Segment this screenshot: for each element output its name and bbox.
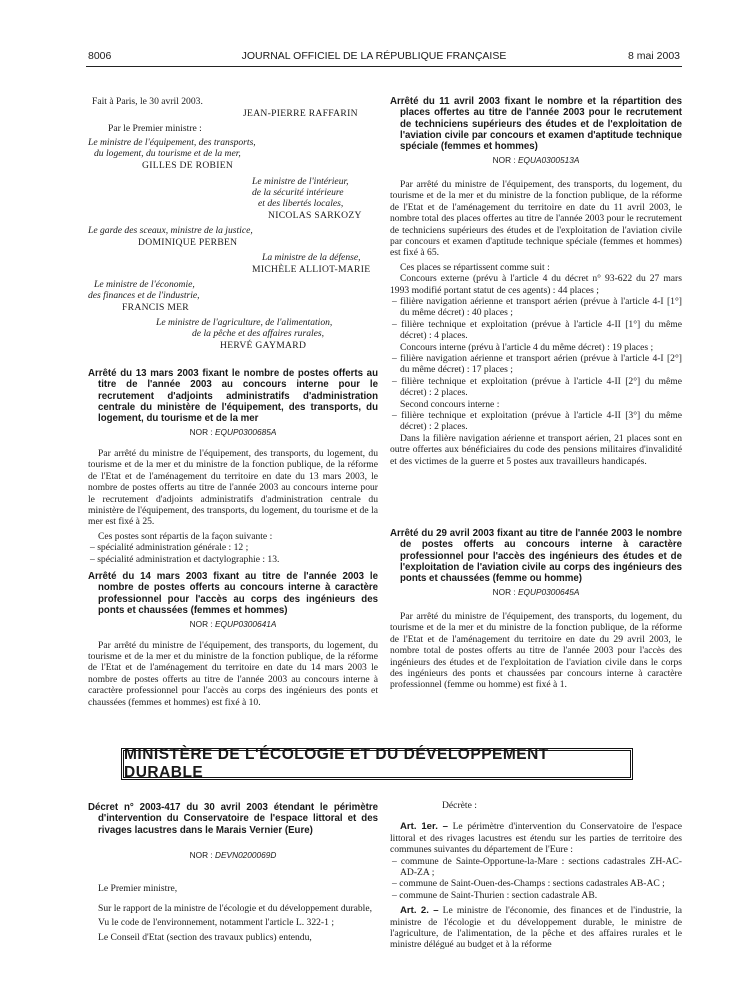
decret-intro — [88, 802, 378, 943]
list-item: – filière navigation aérienne et transport aérien (prévue à l'article 4-I [1°] du même décret) : 40 places ; — [392, 295, 682, 319]
arrete-body: Par arrêté du ministre de l'équipement, des transports, du logement, du tourisme et de la mer et du ministre de la fonction publique, de la réforme de l'Etat et de l'aménagement du territoire en date du 14 mars 2003 le nombre de postes offerts au titre de l'année 2003 au concours interne à caractère professionnel pour l'accès au corps des ingénieurs des ponts et chaussées (femmes et hommes) est fixé à 10. — [88, 639, 378, 708]
place-date: Fait à Paris, le 30 avril 2003. — [92, 96, 203, 107]
list-item: – filière technique et exploitation (prévue à l'article 4-II [1°] du même décret) : 4 places. — [392, 318, 682, 342]
signatory-name: JEAN-PIERRE RAFFARIN — [243, 108, 358, 119]
repartition-intro: Ces postes sont répartis de la façon suivante : — [98, 530, 273, 542]
signatory-title: de la sécurité intérieure — [252, 187, 344, 198]
ministry-heading: MINISTÈRE DE L'ÉCOLOGIE ET DU DÉVELOPPEMENT DURABLE — [124, 746, 549, 781]
nor-reference: NOR : EQUA0300513A — [492, 155, 580, 166]
signatory-title: des finances et de l'industrie, — [88, 290, 200, 301]
header-rule — [86, 66, 682, 67]
signatory-title: Le ministre de l'économie, — [94, 279, 195, 290]
arrete-11-avril — [390, 96, 682, 467]
signatory-title: Le ministre de l'intérieur, — [252, 176, 349, 187]
decrete-label: Décrète : — [442, 800, 477, 811]
arrete-body: Par arrêté du ministre de l'équipement, des transports, du logement, du tourisme et de la mer et du ministre de la fonction publique, de la réforme de l'Etat et de l'aménagement du territoire en date du 29 avril 2003, le nombre total de postes offerts au titre de l'année 2003 pour l'accès des ingénieurs des études et de l'exploitation de l'aviation civile dans le corps des ingénieurs des ponts et chaussées par concours interne à caractère professionnel (femme ou homme) est fixé à 1. — [390, 610, 682, 691]
decret-title: Décret n° 2003-417 du 30 avril 2003 étendant le périmètre d'intervention du Conservatoire de l'espace littoral et des rivages lacustres dans le Marais Vernier (Eure) — [88, 802, 378, 836]
signatory-title: La ministre de la défense, — [262, 252, 361, 263]
signatory-title: de la pêche et des affaires rurales, — [192, 328, 325, 339]
repartition-intro: Ces places se répartissent comme suit : — [400, 261, 550, 273]
concours-externe: Concours externe (prévu à l'article 4 du décret n° 93-622 du 27 mars 1993 modifié portant statut de ces agents) : 44 places ; — [390, 273, 682, 296]
arrete-body: Par arrêté du ministre de l'équipement, des transports, du logement, du tourisme et de la mer et du ministre de la fonction publique, de la réforme de l'Etat et de l'aménagement du territoire en date du 13 mars 2003, le nombre de postes offerts au titre de l'année 2003 au concours interne pour le recrutement d'adjoints administratifs d'administration centrale du ministère de l'équipement, des transports, du logement, du tourisme et de la mer est fixé à 25. — [88, 447, 378, 528]
second-concours: Second concours interne : — [400, 398, 500, 410]
ministry-heading-box — [121, 748, 633, 780]
signatory-title: Le ministre de l'agriculture, de l'alimentation, — [156, 317, 333, 328]
decret-line: Vu le code de l'environnement, notamment l'article L. 322-1 ; — [98, 917, 334, 929]
signatory-title: Le garde des sceaux, ministre de la justice, — [88, 225, 253, 236]
nor-reference: NOR : EQUP0300645A — [492, 587, 580, 598]
signatory-title: Le ministre de l'équipement, des transports, — [88, 137, 256, 148]
journal-title: JOURNAL OFFICIEL DE LA RÉPUBLIQUE FRANÇAISE — [241, 50, 507, 62]
list-item: – filière navigation aérienne et transport aérien (prévue à l'article 4-I [2°] du même décret) : 17 places ; — [392, 352, 682, 376]
signatory-title: et des libertés locales, — [258, 198, 344, 209]
list-item: – spécialité administration générale : 12 ; — [90, 542, 249, 554]
signatory-name: DOMINIQUE PERBEN — [138, 237, 238, 248]
signatory-intro: Par le Premier ministre : — [108, 123, 202, 134]
arrete-title: Arrêté du 13 mars 2003 fixant le nombre de postes offerts au titre de l'année 2003 au concours interne pour le recrutement d'adjoints administratifs d'administration centrale du ministère de l'équipement, des transports, du logement, du tourisme et de la mer — [88, 368, 378, 425]
arrete-title: Arrêté du 11 avril 2003 fixant le nombre et la répartition des places offertes au titre de l'année 2003 pour le recrutement de techniciens supérieurs des études et de l'exploitation de l'aviation civile par concours et examen d'aptitude technique spéciale (femmes et hommes) — [390, 96, 682, 153]
signatory-name: GILLES DE ROBIEN — [142, 160, 234, 171]
article-1: Art. 1er. – Le périmètre d'intervention du Conservatoire de l'espace littoral et des rivages lacustres est étendu sur les parties de territoire des communes suivantes du département de l'Eure : — [390, 821, 682, 856]
arrete-title: Arrêté du 29 avril 2003 fixant au titre de l'année 2003 le nombre de postes offerts au concours interne à caractère professionnel pour l'accès des ingénieurs des études et de l'exploitation de l'aviation civile au corps des ingénieurs des ponts et chaussées (femme ou homme) — [390, 528, 682, 585]
list-item: – commune de Sainte-Opportune-la-Mare : sections cadastrales ZH-AC-AD-ZA ; — [392, 855, 682, 879]
signatory-name: MICHÈLE ALLIOT-MARIE — [252, 264, 371, 275]
signatory-name: HERVÉ GAYMARD — [220, 340, 307, 351]
nor-reference: NOR : EQUP0300641A — [189, 619, 277, 630]
signatory-title: du logement, du tourisme et de la mer, — [94, 148, 241, 159]
list-item: – filière technique et exploitation (prévue à l'article 4-II [3°] du même décret) : 2 places. — [392, 410, 682, 433]
signature-block — [88, 96, 378, 356]
decret-line: Le Conseil d'Etat (section des travaux publics) entendu, — [98, 931, 312, 943]
article-label: Art. 2. – — [400, 905, 439, 917]
article-label: Art. 1er. – — [400, 821, 449, 833]
arrete-14-mars — [88, 571, 378, 708]
arrete-13-mars — [88, 368, 378, 565]
list-item: – commune de Saint-Ouen-des-Champs : sections cadastrales AB-AC ; — [392, 878, 665, 890]
decret-line: Le Premier ministre, — [98, 883, 178, 895]
list-item: – filière technique et exploitation (prévue à l'article 4-II [2°] du même décret) : 2 places. — [392, 375, 682, 399]
nor-reference: NOR : DEVN0200069D — [189, 849, 277, 860]
signatory-name: FRANCIS MER — [122, 302, 190, 313]
nor-reference: NOR : EQUP0300685A — [189, 427, 277, 438]
issue-date: 8 mai 2003 — [628, 50, 680, 62]
arrete-29-avril — [390, 528, 682, 691]
arrete-title: Arrêté du 14 mars 2003 fixant au titre de l'année 2003 le nombre de postes offerts au concours interne à caractère professionnel pour l'accès au corps des ingénieurs des ponts et chaussées (femmes et hommes) — [88, 571, 378, 616]
arrete-final: Dans la filière navigation aérienne et transport aérien, 21 places sont en outre offertes aux bénéficiaires du code des pensions militaires d'invalidité et des victimes de la guerre et 5 postes aux travailleurs handicapés. — [390, 432, 682, 467]
page-number: 8006 — [88, 50, 112, 62]
article-2: Art. 2. – Le ministre de l'économie, des finances et de l'industrie, la ministre de l'écologie et du développement durable, le ministre de l'agriculture, de l'alimentation, de la pêche et des affaires rurales et le ministre délégué au budget et à la réforme — [390, 905, 682, 951]
list-item: – commune de Saint-Thurien : section cadastrale AB. — [392, 889, 598, 901]
signatory-name: NICOLAS SARKOZY — [268, 210, 362, 221]
list-item: – spécialité administration et dactylographie : 13. — [90, 553, 280, 565]
decret-articles — [390, 800, 682, 951]
concours-interne: Concours interne (prévu à l'article 4 du même décret) : 19 places ; — [400, 341, 654, 353]
decret-line: Sur le rapport de la ministre de l'écologie et du développement durable, — [98, 902, 372, 914]
arrete-body: Par arrêté du ministre de l'équipement, des transports, du logement, du tourisme et de la mer et du ministre de la fonction publique, de la réforme de l'Etat et de l'aménagement du territoire en date du 11 avril 2003, le nombre total des places offertes au titre de l'année 2003 pour le recrutement de techniciens supérieurs des études et de l'exploitation de l'aviation civile par concours et examen d'aptitude technique spéciale (femmes et hommes) est fixé à 65. — [390, 178, 682, 259]
